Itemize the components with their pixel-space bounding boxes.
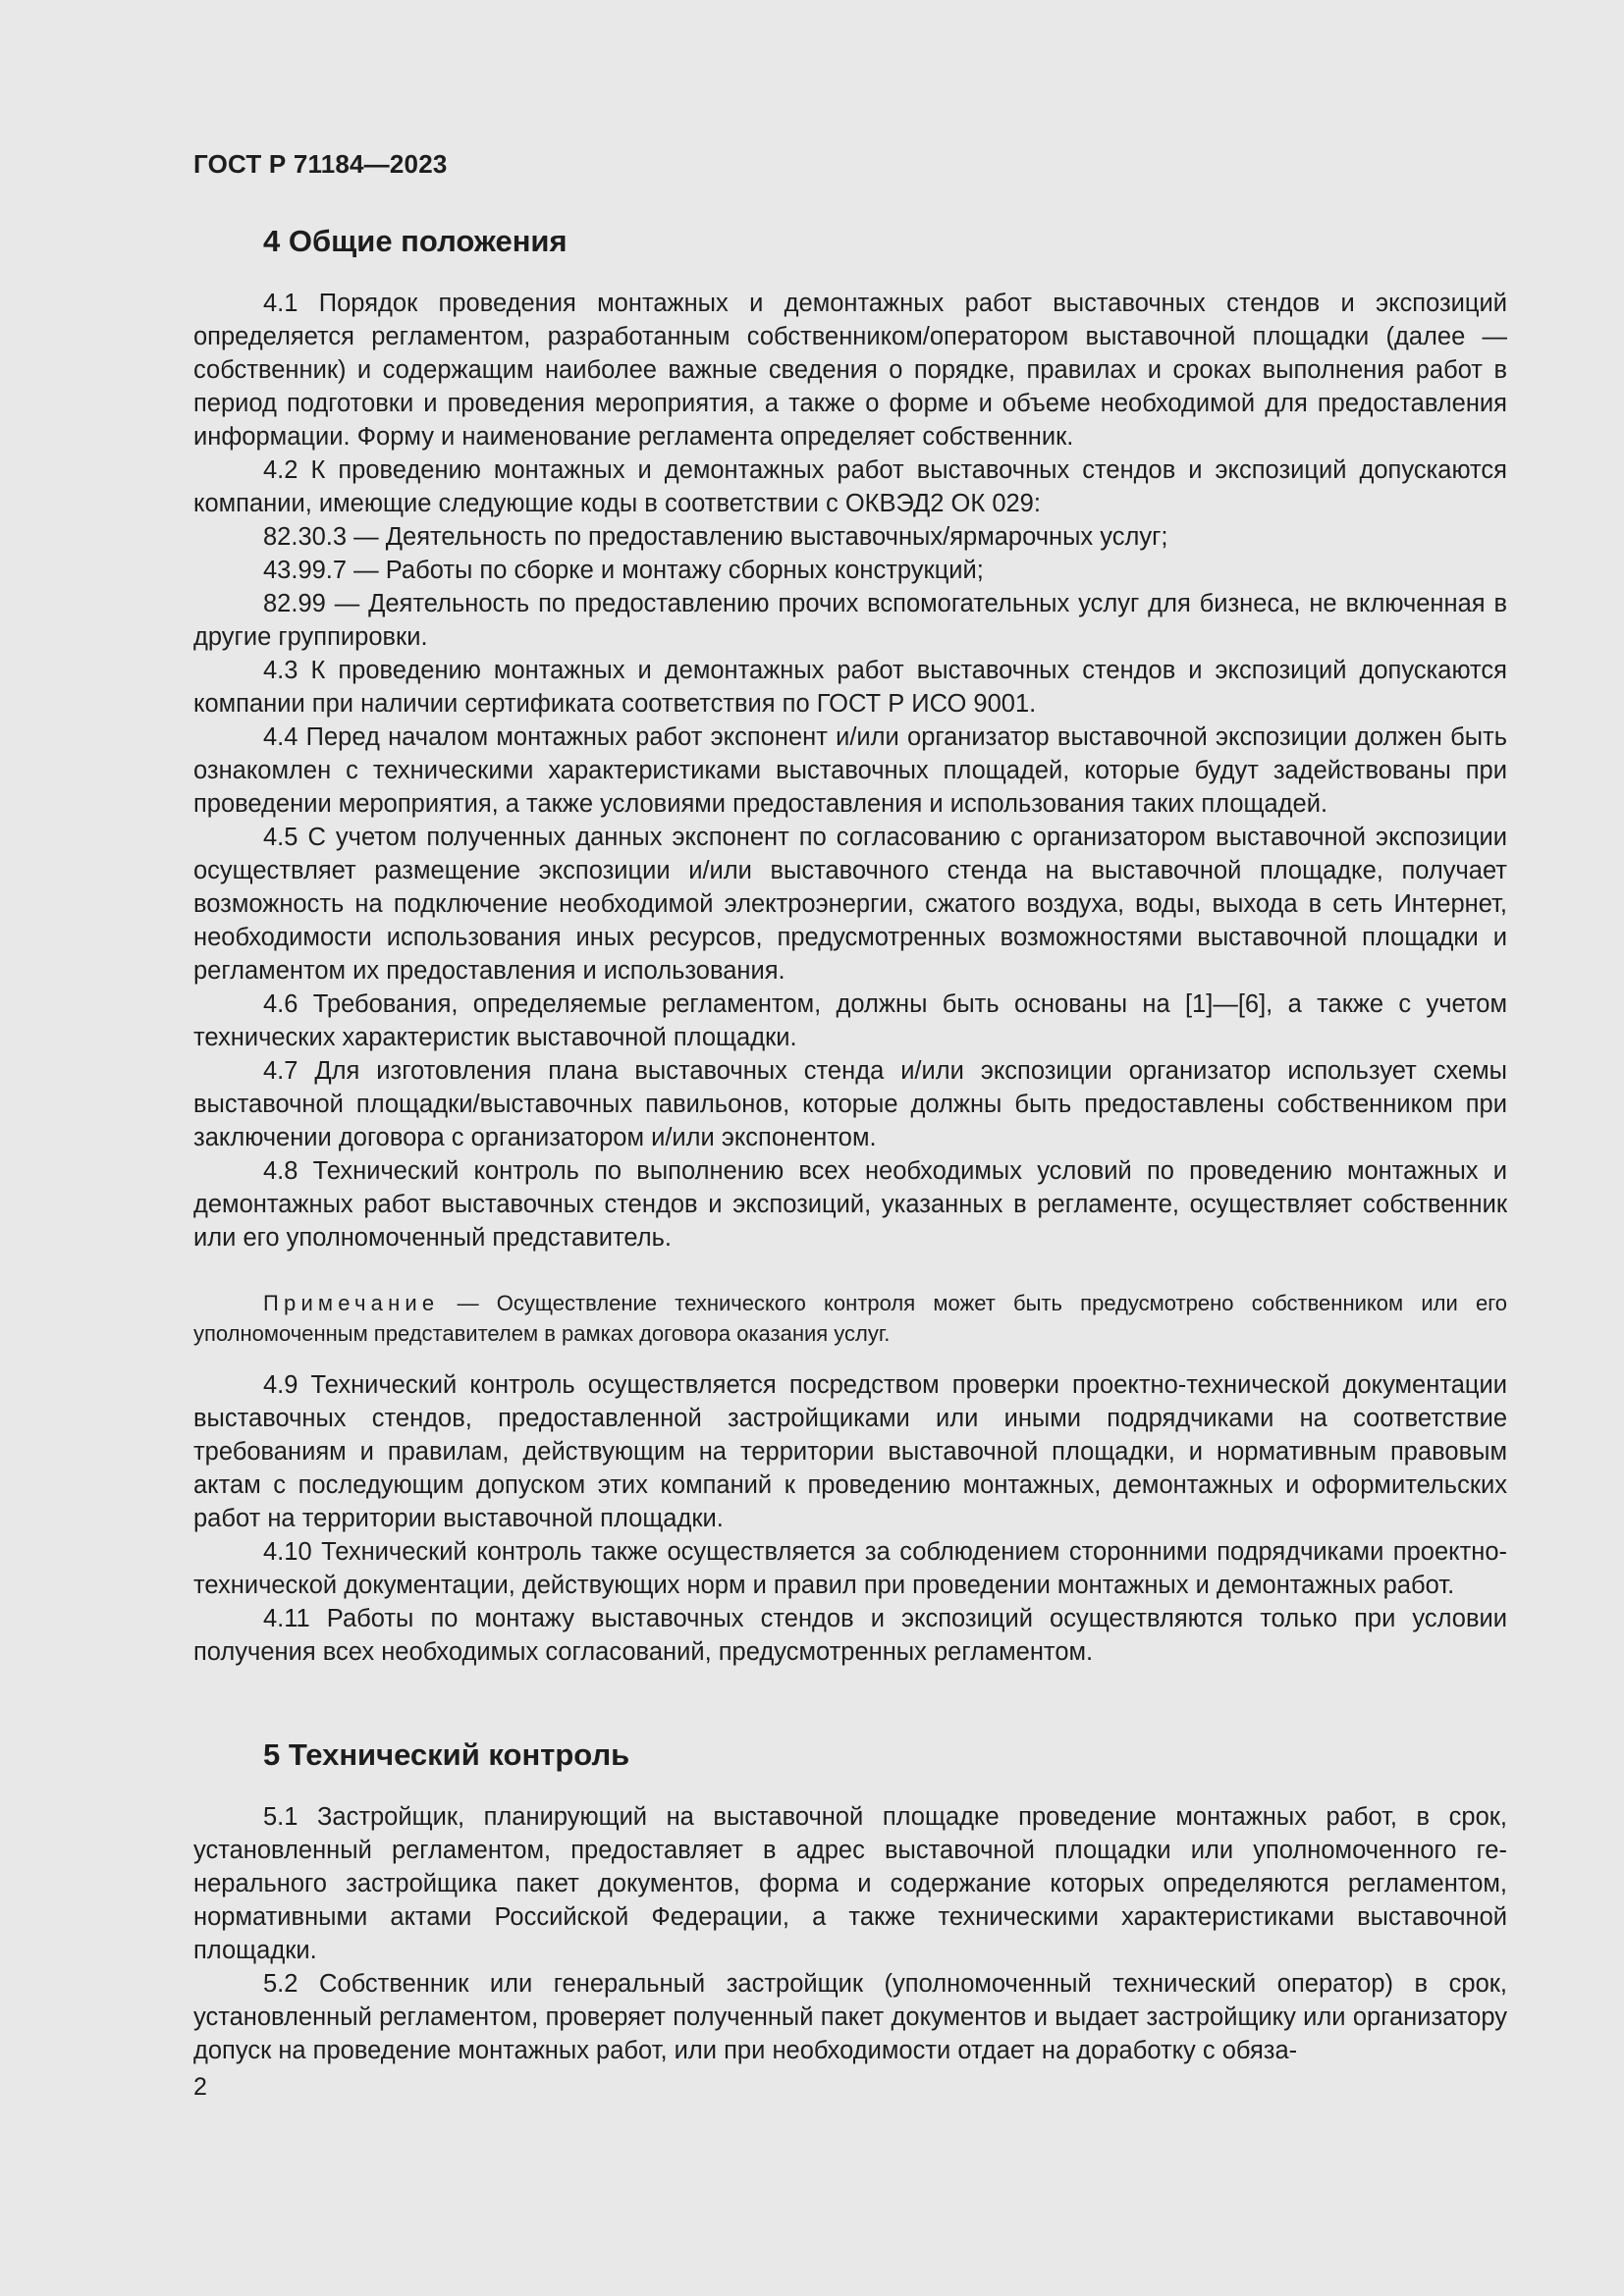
paragraph-4-11: 4.11 Работы по монтажу выставочных стендов и экспозиций осуществляются только при условии получения всех необходимых согласований, предусмотренных регламентом. xyxy=(193,1605,1507,1666)
code-82-99: 82.99 — Деятельность по предоставлению прочих вспомогательных услуг для бизнеса, не включенная в другие группировки. xyxy=(193,590,1507,651)
note xyxy=(193,1288,1507,1349)
page-number: 2 xyxy=(193,2073,207,2101)
section-5-body xyxy=(193,1800,1507,2067)
paragraph-4-9: 4.9 Технический контроль осуществляется посредством проверки проектно-технической документации выставочных стендов, предоставленной застройщиками или иными подрядчиками на соответствие требованиям и правилам, действующим на территории выставочной площадки, и нормативным правовым актам с последующим допуском этих компаний к проведению монтажных, демонтажных и оформительских работ на территории выставочной площадки. xyxy=(193,1371,1507,1532)
note-text: — Осуществление технического контроля может быть предусмотрено собственником или его уполномоченным представителем в рамках договора оказания услуг. xyxy=(193,1291,1507,1346)
section-4-title: 4 Общие положения xyxy=(263,224,568,258)
paragraph-4-3: 4.3 К проведению монтажных и демонтажных работ выставочных стендов и экспозиций допускаются компании при наличии сертификата соответствия по ГОСТ Р ИСО 9001. xyxy=(193,657,1507,718)
code-43-99-7: 43.99.7 — Работы по сборке и монтажу сборных конструкций; xyxy=(263,557,984,584)
code-82-30-3: 82.30.3 — Деятельность по предоставлению выставочных/ярмарочных услуг; xyxy=(263,523,1168,551)
paragraph-5-2: 5.2 Собственник или генеральный застройщик (уполномоченный технический оператор) в срок, установленный регламентом, проверяет полученный пакет документов и выдает застройщику или организатору допуск на проведение монтажных работ, или при необходимости отдает на доработку с обяза- xyxy=(193,1970,1507,2064)
note-label: Примечание xyxy=(263,1291,440,1315)
paragraph-4-2: 4.2 К проведению монтажных и демонтажных работ выставочных стендов и экспозиций допускаются компании, имеющие следующие коды в соответствии с ОКВЭД2 ОК 029: xyxy=(193,456,1507,517)
paragraph-4-10: 4.10 Технический контроль также осуществляется за соблюдением сторонними подрядчиками проектно-технической документации, действующих норм и правил при проведении монтажных и демонтажных работ. xyxy=(193,1538,1507,1599)
paragraph-4-5: 4.5 С учетом полученных данных экспонент по согласованию с организатором выставочной экспозиции осуществляет размещение экспозиции и/или выставочного стенда на выставочной площадке, получает возможность на подключение необходимой электроэнергии, сжатого воздуха, воды, выхода в сеть Интернет, необходимости использования иных ресурсов, предусмотренных возможностями выставочной площадки и регламентом их предоставления и использования. xyxy=(193,824,1507,985)
note-block xyxy=(193,1288,1507,1349)
section-4-body xyxy=(193,287,1507,1255)
section-5-title: 5 Технический контроль xyxy=(263,1737,630,1772)
paragraph-4-4: 4.4 Перед началом монтажных работ экспонент и/или организатор выставочной экспозиции должен быть ознакомлен с техническими характеристиками выставочных площадей, которые будут задействованы при проведении мероприятия, а также условиями предоставления и использования таких площадей. xyxy=(193,723,1507,818)
section-4-body-continued xyxy=(193,1368,1507,1669)
paragraph-4-8: 4.8 Технический контроль по выполнению всех необходимых условий по проведению монтажных и демонтажных работ выставочных стендов и экспозиций, указанных в регламенте, осуществляет собственник или его уполномоченный представитель. xyxy=(193,1157,1507,1252)
paragraph-4-7: 4.7 Для изготовления плана выставочных стенда и/или экспозиции организатор использует схемы выставочной площадки/выставочных павильонов, которые должны быть предоставлены собственником при заключении договора с организатором и/или экспонентом. xyxy=(193,1057,1507,1151)
document-header: ГОСТ Р 71184—2023 xyxy=(193,149,448,179)
paragraph-4-1: 4.1 Порядок проведения монтажных и демонтажных работ выставочных стендов и экспозиций определяется регламентом, разработанным собственником/оператором выставочной площадки (далее — собственник) и содержащим наиболее важные сведения о порядке, правилах и сроках выполнения работ в период подготовки и проведения мероприятия, а также о форме и объеме необходимой для предоставления информации. Форму и наименование регламента определяет собственник. xyxy=(193,290,1507,451)
paragraph-5-1: 5.1 Застройщик, планирующий на выставочной площадке проведение монтажных работ, в срок, установленный регламентом, предоставляет в адрес выставочной площадки или уполномоченного генерального застройщика пакет документов, форма и содержание которых определяются регламентом, нормативными актами Российской Федерации, а также техническими характеристиками выставочной площадки. xyxy=(193,1803,1507,1964)
paragraph-4-6: 4.6 Требования, определяемые регламентом, должны быть основаны на [1]—[6], а также с учетом технических характеристик выставочной площадки. xyxy=(193,990,1507,1051)
